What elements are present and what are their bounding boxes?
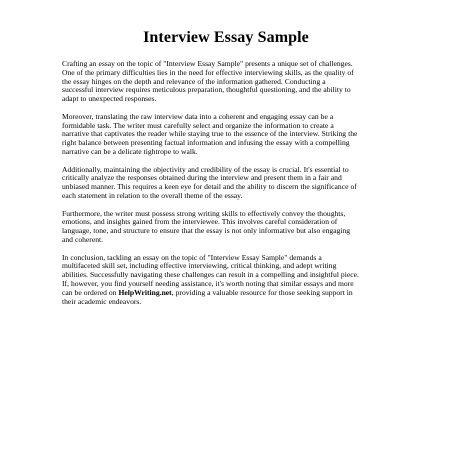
paragraph-line: Furthermore, the writer must possess strong writing skills to effectively convey the thoughts, bbox=[62, 208, 346, 218]
paragraph-line: adapt to unexpected responses. bbox=[62, 94, 157, 104]
paragraph-line: language, tone, and structure to ensure that the essay is not only informative but also engaging bbox=[62, 226, 351, 236]
paragraph-line: and coherent. bbox=[62, 234, 104, 244]
paragraph-line: If, however, you find yourself needing assistance, it's worth noting that similar essays and more bbox=[62, 278, 354, 288]
paragraph-line: narrative can be a delicate tightrope to walk. bbox=[62, 146, 198, 156]
paragraph-line: each statement in relation to the overall theme of the essay. bbox=[62, 190, 243, 200]
paragraph-text: , providing a valuable resource for those seeking support in bbox=[171, 287, 353, 297]
paragraph-3 bbox=[62, 166, 398, 201]
paragraph-line: successful interview requires meticulous preparation, thoughtful questioning, and the ability to bbox=[62, 85, 351, 95]
helpwriting-link[interactable]: HelpWriting.net bbox=[118, 287, 172, 297]
paragraph-line: Additionally, maintaining the objectivity and credibility of the essay is crucial. It's essential to bbox=[62, 164, 349, 174]
paragraph-5 bbox=[62, 254, 398, 307]
paragraph-line: multifaceted skill set, including effective interviewing, critical thinking, and adept writing bbox=[62, 261, 337, 271]
paragraph-line: right balance between presenting factual information and infusing the essay with a compelling bbox=[62, 138, 350, 148]
paragraph-line: unbiased manner. This requires a keen eye for detail and the ability to discern the significance of bbox=[62, 182, 357, 192]
paragraph-line: formidable task. The writer must carefully select and organize the information to create a bbox=[62, 120, 334, 130]
paragraph-4 bbox=[62, 210, 398, 245]
paragraph-text: can be ordered on bbox=[62, 287, 119, 297]
paragraph-line: In conclusion, tackling an essay on the topic of "Interview Essay Sample" demands a bbox=[62, 252, 322, 262]
paragraph-line: One of the primary difficulties lies in the need for effective interviewing skills, as the quality of bbox=[62, 67, 354, 77]
paragraph-line: abilities. Successfully navigating these challenges can result in a compelling and insightful piece. bbox=[62, 270, 359, 280]
paragraph-line: critically analyze the responses obtained during the interview and present them in a fair and bbox=[62, 173, 342, 183]
paragraph-1 bbox=[62, 60, 398, 104]
paragraph-line: Crafting an essay on the topic of "Interview Essay Sample" presents a unique set of challenges. bbox=[62, 59, 353, 68]
document-title: Interview Essay Sample bbox=[143, 29, 309, 46]
paragraph-2 bbox=[62, 113, 398, 157]
paragraph-line: their academic endeavors. bbox=[62, 296, 142, 306]
paragraph-line: Moreover, translating the raw interview data into a coherent and engaging essay can be a bbox=[62, 111, 334, 121]
paragraph-line: the essay hinges on the depth and relevance of the information gathered. Conducting a bbox=[62, 76, 326, 86]
paragraph-line: emotions, and insights gained from the interviewee. This involves careful consideration of bbox=[62, 217, 338, 227]
document-body bbox=[62, 60, 398, 315]
paragraph-line: narrative that captivates the reader while staying true to the essence of the interview. Striking the bbox=[62, 129, 358, 139]
